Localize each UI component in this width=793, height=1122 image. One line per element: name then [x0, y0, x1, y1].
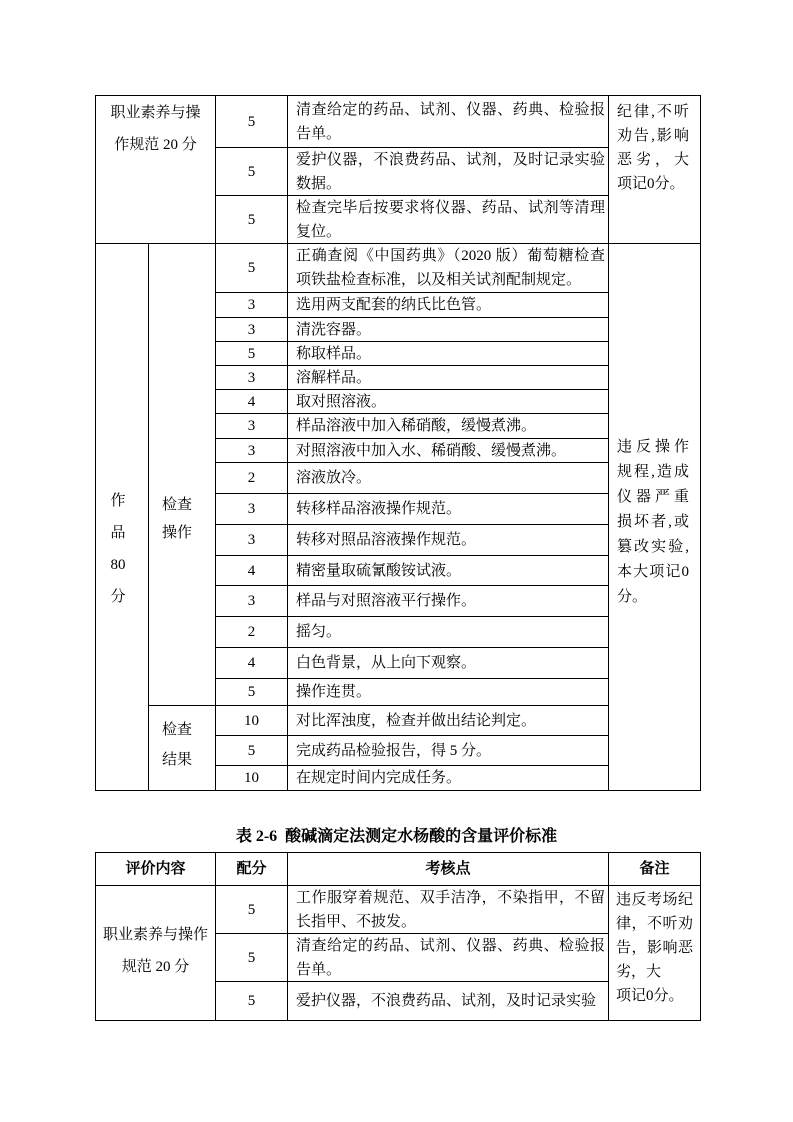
criterion-text: 溶液放冷。 — [296, 470, 372, 486]
remark-text: 违反操作规程,造成仪器严重损坏者,或篡改实验,本大项记0分。 — [617, 438, 689, 605]
criterion-text: 爱护仪器，不浪费药品、试剂，及时记录实验数据。 — [296, 151, 605, 192]
criterion-text: 爱护仪器，不浪费药品、试剂，及时记录实验 — [296, 993, 597, 1009]
criterion-text: 精密量取硫氰酸铵试液。 — [296, 562, 462, 579]
score-cell: 3 — [216, 494, 288, 525]
criterion-text: 取对照溶液。 — [296, 393, 387, 410]
score-cell: 3 — [216, 366, 288, 390]
criterion-cell — [288, 934, 609, 982]
criterion-text: 摇匀。 — [296, 624, 342, 640]
criterion-text: 在规定时间内完成任务。 — [296, 770, 462, 786]
criterion-cell — [288, 148, 609, 196]
header-cell-score: 配分 — [216, 853, 288, 886]
score-cell: 5 — [216, 886, 288, 934]
criterion-text: 选用两支配套的纳氏比色管。 — [296, 297, 492, 313]
criterion-text: 清洗容器。 — [296, 321, 372, 338]
score-cell: 3 — [216, 414, 288, 439]
criterion-cell — [288, 293, 609, 318]
criterion-cell — [288, 366, 609, 390]
score-cell: 4 — [216, 648, 288, 679]
score-cell: 3 — [216, 586, 288, 617]
criterion-text: 转移对照品溶液操作规范。 — [296, 532, 477, 548]
score-cell: 5 — [216, 96, 288, 148]
criterion-cell — [288, 318, 609, 342]
criterion-cell — [288, 390, 609, 414]
criterion-cell — [288, 556, 609, 586]
criterion-cell — [288, 342, 609, 366]
criterion-text: 清查给定的药品、试剂、仪器、药典、检验报告单。 — [296, 101, 605, 142]
score-cell: 5 — [216, 934, 288, 982]
remark-text: 纪律,不听劝告,影响恶劣，大项记0分。 — [617, 104, 689, 192]
criterion-text: 溶解样品。 — [296, 369, 372, 386]
criterion-text: 样品与对照溶液平行操作。 — [296, 593, 477, 609]
score-cell: 5 — [216, 982, 288, 1021]
criterion-cell — [288, 706, 609, 736]
criterion-text: 白色背景，从上向下观察。 — [296, 655, 477, 671]
subcategory-cell — [149, 706, 216, 791]
criterion-text: 操作连贯。 — [296, 684, 372, 700]
criterion-cell — [288, 617, 609, 648]
category-label: 职业素养与操作规范 20 分 — [110, 105, 201, 153]
criterion-cell — [288, 586, 609, 617]
subcategory-label: 检查操作 — [161, 497, 192, 541]
criterion-cell — [288, 736, 609, 766]
criterion-cell — [288, 648, 609, 679]
criterion-cell — [288, 886, 609, 934]
criterion-text: 称取样品。 — [296, 345, 372, 362]
score-cell: 5 — [216, 736, 288, 766]
score-cell: 4 — [216, 556, 288, 586]
criterion-text: 正确查阅《中国药典》（2020 版）葡萄糖检查项铁盐检查标准，以及相关试剂配制规定。 — [296, 248, 605, 288]
criterion-cell — [288, 439, 609, 463]
criterion-text: 对照溶液中加入水、稀硝酸、缓慢煮沸。 — [296, 442, 567, 459]
header-cell-criteria: 考核点 — [288, 853, 609, 886]
criterion-cell — [288, 244, 609, 293]
criterion-text: 转移样品溶液操作规范。 — [296, 501, 462, 517]
score-cell: 5 — [216, 342, 288, 366]
subcategory-cell — [149, 244, 216, 706]
score-cell: 5 — [216, 679, 288, 706]
remark-cell — [609, 96, 701, 244]
score-cell: 3 — [216, 293, 288, 318]
score-cell: 3 — [216, 318, 288, 342]
table-title: 表 2-6 酸碱滴定法测定水杨酸的含量评价标准 — [235, 828, 558, 845]
score-cell: 10 — [216, 706, 288, 736]
criterion-cell — [288, 679, 609, 706]
criterion-text: 对比浑浊度，检查并做出结论判定。 — [296, 712, 537, 729]
category-label: 作品80分 — [110, 492, 126, 605]
score-cell: 5 — [216, 148, 288, 196]
criterion-text: 完成药品检验报告，得 5 分。 — [296, 742, 492, 759]
criterion-text: 清查给定的药品、试剂、仪器、药典、检验报告单。 — [296, 937, 605, 978]
criterion-cell — [288, 196, 609, 244]
criterion-cell — [288, 982, 609, 1021]
category-cell — [96, 886, 216, 1021]
criteria-table-bottom — [95, 852, 701, 1021]
criterion-text: 工作服穿着规范、双手洁净，不染指甲，不留长指甲、不披发。 — [296, 889, 605, 930]
criterion-cell — [288, 494, 609, 525]
criterion-cell — [288, 96, 609, 148]
category-label: 职业素养与操作规范 20 分 — [102, 926, 208, 975]
score-cell: 10 — [216, 766, 288, 791]
category-cell — [96, 96, 216, 244]
criterion-cell — [288, 414, 609, 439]
score-cell: 4 — [216, 390, 288, 414]
criteria-table-top — [95, 95, 701, 791]
criterion-cell — [288, 766, 609, 791]
criterion-text: 样品溶液中加入稀硝酸，缓慢煮沸。 — [296, 418, 537, 434]
category-cell — [96, 244, 149, 791]
criterion-cell — [288, 525, 609, 556]
subcategory-label: 检查结果 — [161, 722, 192, 768]
score-cell: 5 — [216, 244, 288, 293]
criterion-text: 检查完毕后按要求将仪器、药品、试剂等清理复位。 — [296, 199, 605, 240]
score-cell: 2 — [216, 617, 288, 648]
remark-cell — [609, 886, 701, 1021]
header-cell-remark: 备注 — [609, 853, 701, 886]
criterion-cell — [288, 463, 609, 494]
score-cell: 3 — [216, 525, 288, 556]
remark-text: 违反考场纪律，不听劝告，影响恶劣，大 项记0分。 — [616, 892, 693, 1004]
score-cell: 5 — [216, 196, 288, 244]
remark-cell — [609, 244, 701, 791]
header-cell-content: 评价内容 — [96, 853, 216, 886]
score-cell: 2 — [216, 463, 288, 494]
score-cell: 3 — [216, 439, 288, 463]
